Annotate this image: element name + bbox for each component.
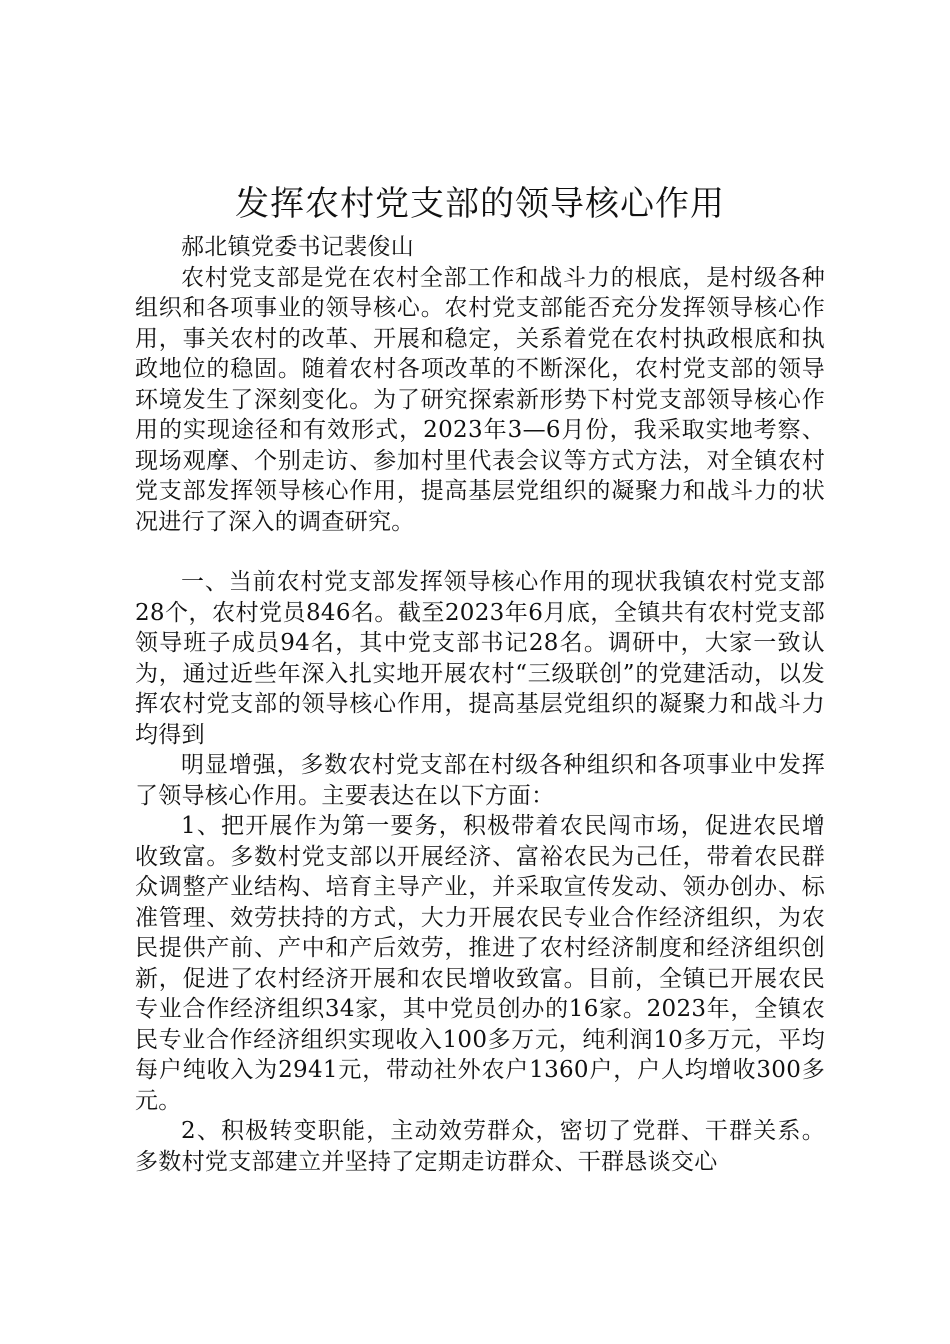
paragraph-intro: 农村党支部是党在农村全部工作和战斗力的根底，是村级各种组织和各项事业的领导核心。农村党支部能否充分发挥领导核心作用，事关农村的改革、开展和稳定，关系着党在农村执政根底和执政地位的稳固。随着农村各项改革的不断深化，农村党支部的领导环境发生了深刻变化。为了研究探索新形势下村党支部领导核心作用的实现途径和有效形式，2023年3—6月份，我采取实地考察、现场观摩、个别走访、参加村里代表会议等方式方法，对全镇农村党支部发挥领导核心作用，提高基层党组织的凝聚力和战斗力的状况进行了深入的调查研究。 bbox=[135, 264, 825, 535]
document-title: 发挥农村党支部的领导核心作用 bbox=[235, 184, 725, 224]
paragraph-section-one: 一、当前农村党支部发挥领导核心作用的现状我镇农村党支部28个，农村党员846名。截至2023年6月底，全镇共有农村党支部领导班子成员94名，其中党支部书记28名。调研中，大家一致认为，通过近些年深入扎实地开展农村“三级联创”的党建活动，以发挥农村党支部的领导核心作用，提高基层党组织的凝聚力和战斗力均得到 bbox=[135, 569, 825, 748]
paragraph-continued: 明显增强，多数农村党支部在村级各种组织和各项事业中发挥了领导核心作用。主要表达在以下方面： bbox=[135, 752, 825, 809]
paragraph-point-one: 1、把开展作为第一要务，积极带着农民闯市场，促进农民增收致富。多数村党支部以开展经济、富裕农民为己任，带着农民群众调整产业结构、培育主导产业，并采取宣传发动、领办创办、标准管理、效劳扶持的方式，大力开展农民专业合作经济组织，为农民提供产前、产中和产后效劳，推进了农村经济制度和经济组织创新，促进了农村经济开展和农民增收致富。目前，全镇已开展农民专业合作经济组织34家，其中党员创办的16家。2023年，全镇农民专业合作经济组织实现收入100多万元，纯利润10多万元，平均每户纯收入为2941元，带动社外农户1360户，户人均增收300多元。 bbox=[135, 813, 825, 1114]
document-body bbox=[135, 180, 825, 1177]
paragraph-point-two: 2、积极转变职能，主动效劳群众，密切了党群、干群关系。多数村党支部建立并坚持了定期走访群众、干群恳谈交心 bbox=[135, 1118, 825, 1175]
paragraph-spacer bbox=[135, 537, 825, 567]
author-line: 郝北镇党委书记裴俊山 bbox=[181, 234, 414, 260]
